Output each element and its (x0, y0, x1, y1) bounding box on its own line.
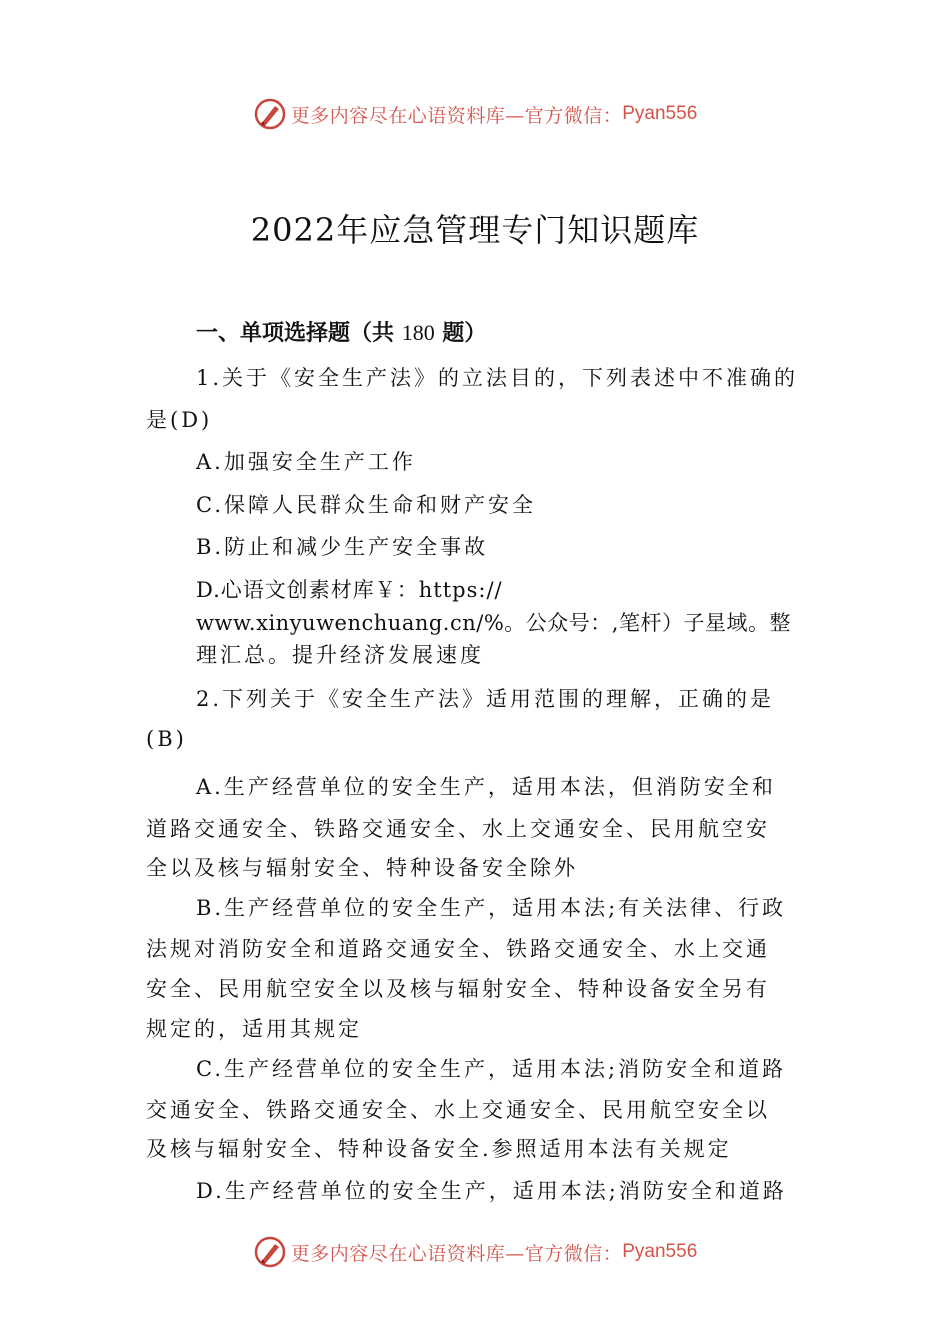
banner-text: 更多内容尽在心语资料库—官方微信： (290, 104, 623, 127)
question-2-line-1: 2.下列关于《安全生产法》适用范围的理解，正确的是 (196, 687, 775, 711)
section-heading (196, 316, 486, 347)
option-2d-line-1: D.生产经营单位的安全生产，适用本法;消防安全和道路 (196, 1179, 787, 1203)
option-1d-line-2: www.xinyuwenchuang.cn/%。公众号：,笔杆）子星域。整 (196, 611, 791, 635)
section-heading-post: 题） (442, 321, 487, 346)
banner-wechat-id: Pyan556 (622, 1241, 698, 1262)
footer-banner (0, 1232, 950, 1272)
option-2b-line-4: 规定的，适用其规定 (146, 1017, 362, 1041)
option-2b-line-3: 安全、民用航空安全以及核与辐射安全、特种设备安全另有 (146, 977, 770, 1001)
option-2c-line-2: 交通安全、铁路交通安全、水上交通安全、民用航空安全以 (146, 1098, 770, 1122)
question-2-line-2: (B) (146, 727, 187, 751)
question-1-line-1: 1.关于《安全生产法》的立法目的，下列表述中不准确的 (196, 366, 799, 390)
pen-logo-icon (253, 1235, 287, 1269)
option-2b-line-2: 法规对消防安全和道路交通安全、铁路交通安全、水上交通 (146, 937, 770, 961)
option-1b: B.防止和减少生产安全事故 (196, 535, 489, 559)
pen-logo-icon (253, 97, 287, 131)
option-1c: C.保障人民群众生命和财产安全 (196, 493, 536, 517)
banner-text: 更多内容尽在心语资料库—官方微信： (290, 1242, 623, 1265)
option-2c-line-3: 及核与辐射安全、特种设备安全.参照适用本法有关规定 (146, 1137, 732, 1161)
option-1d-line-1: D.心语文创素材库￥：https:// (196, 578, 503, 602)
header-banner (0, 94, 950, 134)
document-title: 2022年应急管理专门知识题库 (250, 211, 700, 249)
option-2a-line-1: A.生产经营单位的安全生产，适用本法，但消防安全和 (196, 775, 776, 799)
option-2a-line-2: 道路交通安全、铁路交通安全、水上交通安全、民用航空安 (146, 817, 770, 841)
banner-wechat-id: Pyan556 (622, 103, 698, 124)
section-heading-count: 180 (401, 320, 435, 345)
question-1-line-2: 是(D) (146, 408, 213, 432)
option-2b-line-1: B.生产经营单位的安全生产，适用本法;有关法律、行政 (196, 896, 787, 920)
section-heading-pre: 一、单项选择题（共 (196, 321, 395, 346)
option-1a: A.加强安全生产工作 (196, 450, 416, 474)
option-2a-line-3: 全以及核与辐射安全、特种设备安全除外 (146, 856, 578, 880)
option-2c-line-1: C.生产经营单位的安全生产，适用本法;消防安全和道路 (196, 1057, 787, 1081)
option-1d-line-3: 理汇总。提升经济发展速度 (196, 643, 484, 667)
